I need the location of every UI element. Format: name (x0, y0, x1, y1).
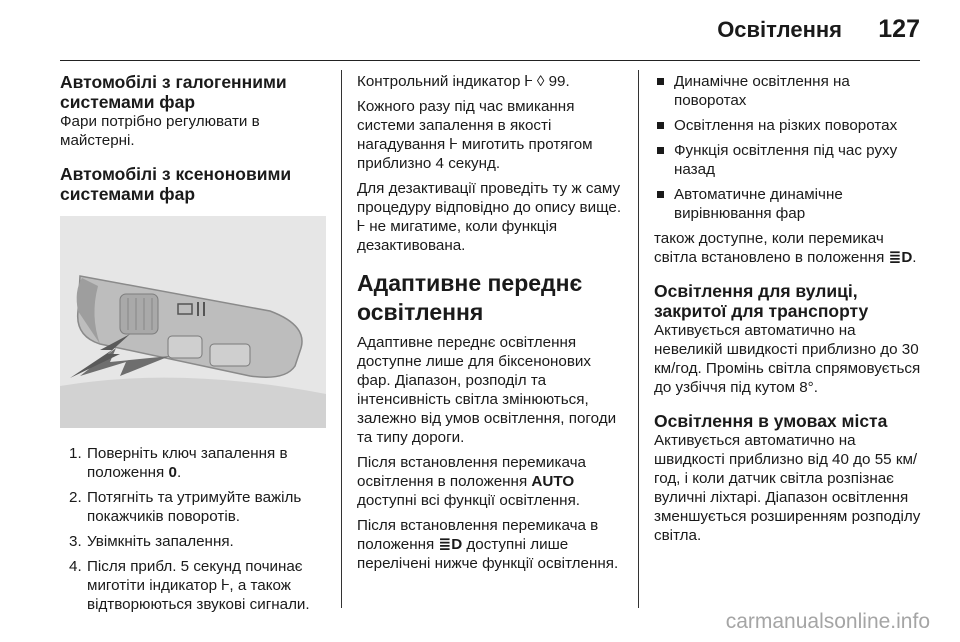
paragraph-closed-street: Активується автоматично на невеликій швидкості приблизно до 30 км/год. Промінь світла спрямовується до узбіччя під кутом 8°. (654, 322, 921, 396)
column-divider-1 (341, 70, 342, 608)
list-item: 1. Поверніть ключ запалення в положення 0. (69, 445, 288, 481)
column-3 (654, 72, 926, 545)
indicator-icon: Ꮀ (221, 577, 230, 594)
paragraph-halogen: Фари потрібно регулювати в майстерні. (60, 113, 260, 149)
indicator-icon: Ꮀ (524, 73, 533, 90)
watermark: carmanualsonline.info (725, 610, 930, 633)
paragraph-also-available: також доступне, коли перемикач світла встановлено в положення ≣D. (654, 230, 917, 266)
section-title: Освітлення (717, 17, 842, 42)
list-item: 2. Потягніть та утримуйте важіль покажчиків поворотів. (69, 489, 302, 525)
paragraph-reminder: Кожного разу під час вмикання системи запалення в якості нагадування Ꮀ миготить протягом приблизно 4 секунд. (357, 98, 593, 172)
feature-list (654, 72, 926, 223)
indicator-icon: Ꮀ (449, 136, 458, 153)
paragraph-low-beam: Після встановлення перемикача в положення ≣D доступні лише перелічені нижче функції освітлення. (357, 517, 619, 572)
paragraph-indicator: Контрольний індикатор Ꮀ ◊ 99. (357, 73, 570, 90)
low-beam-icon: ≣D (438, 536, 463, 553)
column-1 (60, 72, 328, 620)
heading-xenon: Автомобілі з ксеноновими системами фар (60, 164, 292, 204)
column-divider-2 (638, 70, 639, 608)
heading-adaptive-lighting: Адаптивне переднє освітлення (357, 270, 583, 325)
column-2 (357, 72, 627, 573)
list-item: 4. Після прибл. 5 секунд починає миготіти індикатор Ꮀ, а також відтворюються звукові сигнали. (69, 558, 310, 613)
low-beam-icon: ≣D (888, 249, 913, 266)
stalk-illustration (60, 216, 326, 428)
list-item: Освітлення на різких поворотах (654, 116, 926, 135)
procedure-steps (60, 444, 328, 614)
list-item: Автоматичне динамічне вирівнювання фар (654, 185, 926, 223)
list-item: Функція освітлення під час руху назад (654, 141, 926, 179)
page-header (0, 0, 960, 62)
heading-halogen: Автомобілі з галогенними системами фар (60, 72, 287, 112)
heading-closed-street: Освітлення для вулиці, закритої для транспорту (654, 281, 869, 321)
paragraph-city-lighting: Активується автоматично на швидкості приблизно від 40 до 55 км/год, і коли датчик світла розпізнає вуличні ліхтарі. Діапазон освітлення зменшується розширенням розподілу світла. (654, 432, 921, 544)
header-rule (60, 60, 920, 61)
heading-city-lighting: Освітлення в умовах міста (654, 411, 888, 431)
list-item: 3. Увімкніть запалення. (69, 533, 234, 550)
indicator-icon: Ꮀ (357, 218, 366, 235)
list-item: Динамічне освітлення на поворотах (654, 72, 926, 110)
paragraph-deactivation: Для дезактивації проведіть ту ж саму процедуру відповідно до опису вище. Ꮀ не мигатиме, коли функція дезактивована. (357, 180, 622, 254)
paragraph-adaptive: Адаптивне переднє освітлення доступне лише для біксенонових фар. Діапазон, розподіл та інтенсивність світла змінюються, залежно від умов освітлення, погоди та типу дороги. (357, 334, 617, 446)
page-number: 127 (878, 15, 920, 43)
paragraph-auto: Після встановлення перемикача освітлення в положення AUTO доступні всі функції освітлення. (357, 454, 586, 509)
